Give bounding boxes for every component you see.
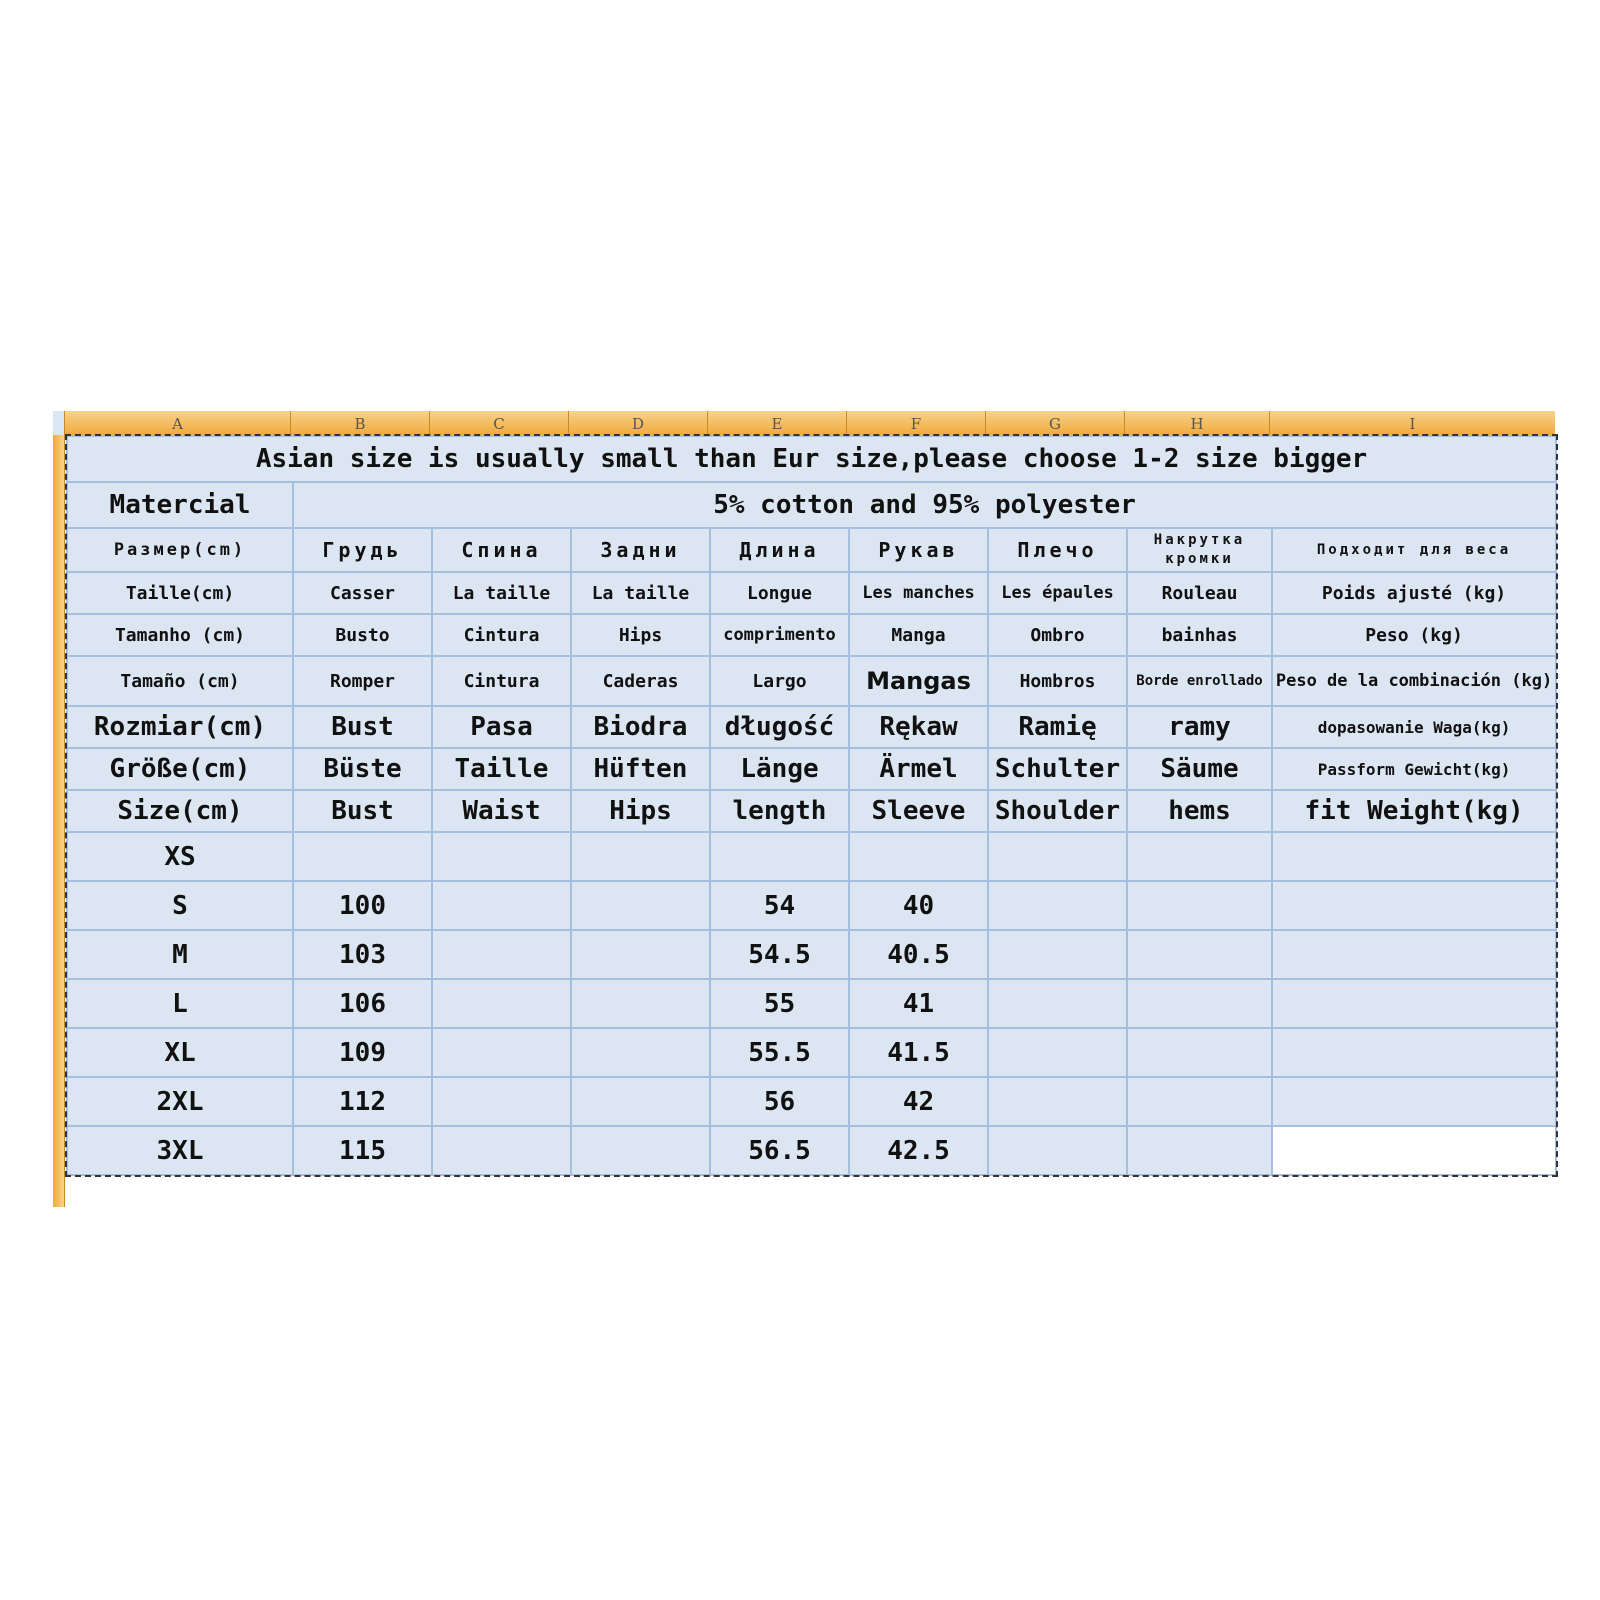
data-cell[interactable]	[1127, 1077, 1272, 1126]
header-cell[interactable]: Passform Gewicht(kg)	[1272, 748, 1556, 790]
header-row-french	[67, 572, 1556, 614]
column-header-b[interactable]: B	[290, 411, 429, 435]
data-cell[interactable]	[571, 1126, 710, 1175]
column-header-row	[53, 411, 1555, 436]
size-row-xs	[67, 832, 1556, 881]
header-cell[interactable]: Les épaules	[988, 572, 1127, 614]
data-cell[interactable]: 103	[293, 930, 432, 979]
header-cell[interactable]: Cintura	[432, 656, 571, 706]
data-cell[interactable]: 56	[710, 1077, 849, 1126]
header-cell[interactable]: Размер(cm)	[67, 528, 293, 572]
header-cell[interactable]: Rękaw	[849, 706, 988, 748]
data-cell[interactable]: 109	[293, 1028, 432, 1077]
data-cell[interactable]: 100	[293, 881, 432, 930]
header-cell[interactable]: La taille	[432, 572, 571, 614]
size-row-3xl	[67, 1126, 1556, 1175]
size-label-cell[interactable]: XL	[67, 1028, 293, 1077]
header-cell[interactable]: Rozmiar(cm)	[67, 706, 293, 748]
header-cell[interactable]: Säume	[1127, 748, 1272, 790]
data-cell[interactable]	[432, 979, 571, 1028]
header-cell[interactable]: Tamanho (cm)	[67, 614, 293, 656]
header-cell[interactable]: Taille	[432, 748, 571, 790]
header-cell[interactable]: Busto	[293, 614, 432, 656]
header-cell[interactable]: Bust	[293, 790, 432, 832]
header-cell[interactable]: Shoulder	[988, 790, 1127, 832]
data-cell[interactable]: 115	[293, 1126, 432, 1175]
header-row-portuguese	[67, 614, 1556, 656]
data-cell[interactable]	[432, 930, 571, 979]
data-cell[interactable]: 106	[293, 979, 432, 1028]
data-cell[interactable]	[1127, 930, 1272, 979]
header-cell[interactable]: Спина	[432, 528, 571, 572]
header-cell[interactable]: Pasa	[432, 706, 571, 748]
data-cell[interactable]	[1272, 979, 1556, 1028]
data-cell[interactable]	[988, 1077, 1127, 1126]
data-cell[interactable]: 40	[849, 881, 988, 930]
data-cell[interactable]	[293, 832, 432, 881]
header-cell[interactable]: Hips	[571, 790, 710, 832]
column-header-h[interactable]: H	[1124, 411, 1269, 435]
material-row	[67, 482, 1556, 528]
data-cell[interactable]	[1272, 1126, 1556, 1175]
header-row-polish	[67, 706, 1556, 748]
data-cell[interactable]: 42	[849, 1077, 988, 1126]
spreadsheet	[53, 411, 1555, 1166]
column-header-g[interactable]: G	[985, 411, 1124, 435]
header-cell[interactable]: Hombros	[988, 656, 1127, 706]
title-row	[67, 436, 1556, 482]
header-row-english	[67, 790, 1556, 832]
data-cell[interactable]: 55	[710, 979, 849, 1028]
header-cell[interactable]: Büste	[293, 748, 432, 790]
size-label-cell[interactable]: M	[67, 930, 293, 979]
header-cell[interactable]: fit Weight(kg)	[1272, 790, 1556, 832]
data-cell[interactable]	[1272, 930, 1556, 979]
data-cell[interactable]: 54.5	[710, 930, 849, 979]
header-cell[interactable]: La taille	[571, 572, 710, 614]
data-cell[interactable]	[571, 930, 710, 979]
header-cell[interactable]: ramy	[1127, 706, 1272, 748]
data-cell[interactable]: 41	[849, 979, 988, 1028]
row-header-strip[interactable]	[53, 435, 65, 1207]
header-cell[interactable]: Peso de la combinación (kg)	[1272, 656, 1556, 706]
data-cell[interactable]	[1127, 979, 1272, 1028]
header-cell[interactable]: dopasowanie Waga(kg)	[1272, 706, 1556, 748]
data-cell[interactable]	[571, 1077, 710, 1126]
data-cell[interactable]	[988, 930, 1127, 979]
header-row-german	[67, 748, 1556, 790]
column-header-e[interactable]: E	[707, 411, 846, 435]
header-cell[interactable]: Größe(cm)	[67, 748, 293, 790]
header-cell[interactable]: Накрутка кромки	[1127, 528, 1272, 572]
column-header-d[interactable]: D	[568, 411, 707, 435]
material-value[interactable]: 5% cotton and 95% polyester	[293, 482, 1556, 528]
size-label-cell[interactable]: 2XL	[67, 1077, 293, 1126]
data-cell[interactable]: 41.5	[849, 1028, 988, 1077]
column-header-i[interactable]: I	[1269, 411, 1555, 435]
column-header-f[interactable]: F	[846, 411, 985, 435]
column-header-c[interactable]: C	[429, 411, 568, 435]
header-row-russian	[67, 528, 1556, 572]
header-cell[interactable]: Ärmel	[849, 748, 988, 790]
size-row-2xl	[67, 1077, 1556, 1126]
header-cell[interactable]: Hüften	[571, 748, 710, 790]
header-cell[interactable]: Casser	[293, 572, 432, 614]
data-cell[interactable]	[1127, 1028, 1272, 1077]
header-cell[interactable]: Caderas	[571, 656, 710, 706]
data-cell[interactable]	[571, 979, 710, 1028]
size-row-s	[67, 881, 1556, 930]
size-label-cell[interactable]: L	[67, 979, 293, 1028]
data-cell[interactable]: 54	[710, 881, 849, 930]
header-cell[interactable]: Borde enrollado	[1127, 656, 1272, 706]
data-cell[interactable]	[432, 1126, 571, 1175]
data-cell[interactable]	[1127, 832, 1272, 881]
header-cell[interactable]: długość	[710, 706, 849, 748]
data-cell[interactable]	[1272, 1028, 1556, 1077]
data-cell[interactable]	[432, 881, 571, 930]
header-cell[interactable]: Sleeve	[849, 790, 988, 832]
header-cell[interactable]: Taille(cm)	[67, 572, 293, 614]
header-cell[interactable]: comprimento	[710, 614, 849, 656]
data-cell[interactable]	[988, 832, 1127, 881]
header-cell[interactable]: Waist	[432, 790, 571, 832]
header-cell[interactable]: bainhas	[1127, 614, 1272, 656]
data-cell[interactable]	[1272, 881, 1556, 930]
header-cell[interactable]: Poids ajusté (kg)	[1272, 572, 1556, 614]
data-cell[interactable]	[849, 832, 988, 881]
data-cell[interactable]	[988, 979, 1127, 1028]
data-cell[interactable]	[432, 832, 571, 881]
header-cell[interactable]: Rouleau	[1127, 572, 1272, 614]
header-row-spanish	[67, 656, 1556, 706]
data-cell[interactable]	[571, 881, 710, 930]
header-cell[interactable]: Длина	[710, 528, 849, 572]
data-cell[interactable]	[571, 832, 710, 881]
header-cell[interactable]: Hips	[571, 614, 710, 656]
header-cell[interactable]: Рукав	[849, 528, 988, 572]
header-cell[interactable]: Mangas	[849, 656, 988, 706]
header-cell[interactable]: Плечо	[988, 528, 1127, 572]
header-cell[interactable]: hems	[1127, 790, 1272, 832]
header-cell[interactable]: Biodra	[571, 706, 710, 748]
data-cell[interactable]	[1127, 881, 1272, 930]
data-cell[interactable]	[988, 881, 1127, 930]
data-cell[interactable]	[432, 1028, 571, 1077]
header-cell[interactable]: Schulter	[988, 748, 1127, 790]
size-chart-table	[66, 435, 1557, 1176]
column-header-a[interactable]: A	[64, 411, 290, 435]
data-cell[interactable]	[988, 1126, 1127, 1175]
header-cell[interactable]: Länge	[710, 748, 849, 790]
header-cell[interactable]: Peso (kg)	[1272, 614, 1556, 656]
data-cell[interactable]	[432, 1077, 571, 1126]
header-cell[interactable]: Ombro	[988, 614, 1127, 656]
data-cell[interactable]	[1272, 832, 1556, 881]
size-row-xl	[67, 1028, 1556, 1077]
size-label-cell[interactable]: S	[67, 881, 293, 930]
size-row-l	[67, 979, 1556, 1028]
header-cell[interactable]: Задни	[571, 528, 710, 572]
header-cell[interactable]: Грудь	[293, 528, 432, 572]
data-cell[interactable]	[988, 1028, 1127, 1077]
size-label-cell[interactable]: 3XL	[67, 1126, 293, 1175]
header-cell[interactable]: length	[710, 790, 849, 832]
header-cell[interactable]: Romper	[293, 656, 432, 706]
header-cell[interactable]: Size(cm)	[67, 790, 293, 832]
header-cell[interactable]: Tamaño (cm)	[67, 656, 293, 706]
data-cell[interactable]: 56.5	[710, 1126, 849, 1175]
material-label[interactable]: Matercial	[67, 482, 293, 528]
header-cell[interactable]: Largo	[710, 656, 849, 706]
data-cell[interactable]: 55.5	[710, 1028, 849, 1077]
header-cell[interactable]: Cintura	[432, 614, 571, 656]
header-cell[interactable]: Les manches	[849, 572, 988, 614]
data-cell[interactable]	[1272, 1077, 1556, 1126]
data-cell[interactable]: 40.5	[849, 930, 988, 979]
header-cell[interactable]: Manga	[849, 614, 988, 656]
size-row-m	[67, 930, 1556, 979]
data-cell[interactable]: 112	[293, 1077, 432, 1126]
header-cell[interactable]: Подходит для веса	[1272, 528, 1556, 572]
data-cell[interactable]: 42.5	[849, 1126, 988, 1175]
header-cell[interactable]: Longue	[710, 572, 849, 614]
header-cell[interactable]: Ramię	[988, 706, 1127, 748]
data-cell[interactable]	[571, 1028, 710, 1077]
data-cell[interactable]	[710, 832, 849, 881]
header-cell[interactable]: Bust	[293, 706, 432, 748]
size-advice-title[interactable]: Asian size is usually small than Eur size,please choose 1-2 size bigger	[67, 436, 1556, 482]
data-cell[interactable]	[1127, 1126, 1272, 1175]
size-label-cell[interactable]: XS	[67, 832, 293, 881]
